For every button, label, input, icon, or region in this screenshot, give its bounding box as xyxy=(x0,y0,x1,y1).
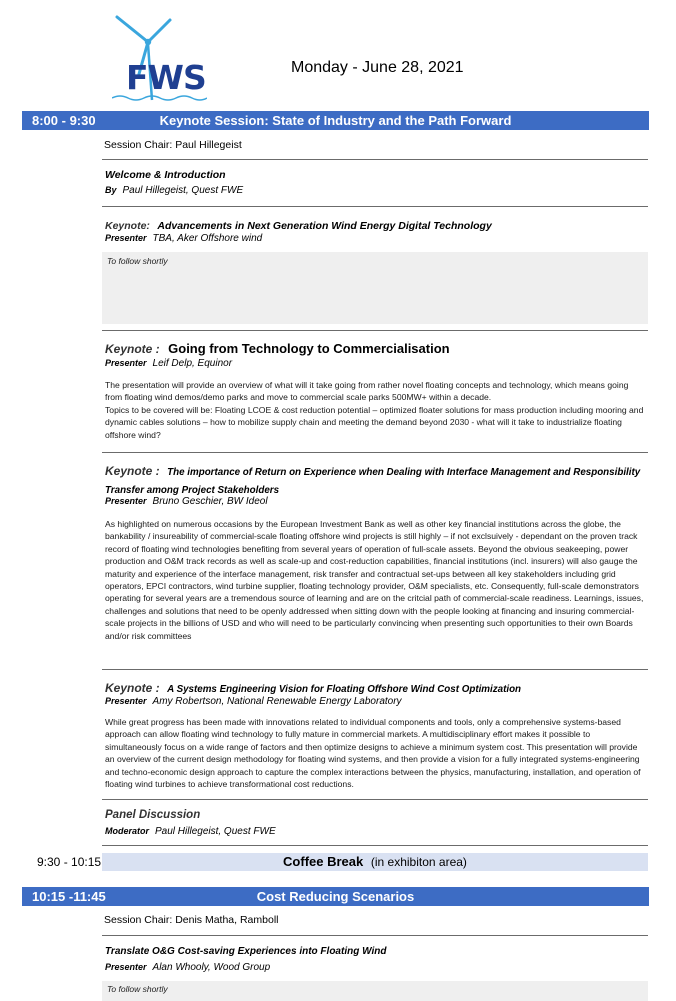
keynote3-abstract: As highlighted on numerous occasions by the European Investment Bank as well as other key financial institutions across the globe, the bankability / insureability of commercial-scale floating offshore wind projects is still highly – if not exclsuively - dependant on the proven track record of floating wind technologies benefiting from several years of operation of full-scale assets. Beyond the obvious seakeeping, power production and O&M track records as well as scale-up and cost-reduction capabilities, financial institutions (incl. insurers) will also gauge the maturity and experience of the interface management, risk transfer and contractual set-ups between all key stakeholders including grid operators, EPCI contractors, wind turbine supplier, floating technology provider, O&M specialists, etc. Consequently, full-scale demonstrators operating for several years are a tremendous source of learning and are on the critcial path of commercial-scale readiness. Learnings, issues, challenges and solutions that need to be openly addressed when sitting down with the people looking at financing and insuring commercial-scale projects in the billions of USD and who will need to be particularly convincing when presenting such opportunities to their own Boards and/or risk committees xyxy=(105,519,644,641)
session-band-keynote xyxy=(22,111,649,130)
panel-moderator xyxy=(105,826,276,837)
session-time: 8:00 - 9:30 xyxy=(32,113,96,128)
presenter-label: Presenter xyxy=(105,496,147,506)
by-name: Paul Hillegeist, Quest FWE xyxy=(122,185,244,196)
keynote3-presenter xyxy=(105,496,268,507)
abstract-box xyxy=(102,252,648,324)
moderator-name: Paul Hillegeist, Quest FWE xyxy=(155,826,276,837)
coffee-title: Coffee Break xyxy=(283,854,364,869)
panel-title: Panel Discussion xyxy=(105,809,201,821)
logo-text: FWS xyxy=(126,58,206,97)
session-band-cost xyxy=(22,887,649,906)
coffee-time: 9:30 - 10:15 xyxy=(37,855,102,869)
presenter-label: Presenter xyxy=(105,962,147,972)
divider xyxy=(102,159,648,160)
session-time: 10:15 -11:45 xyxy=(32,889,106,904)
presenter-name: Amy Robertson, National Renewable Energy Laboratory xyxy=(152,696,402,707)
presenter-label: Presenter xyxy=(105,358,147,368)
divider xyxy=(102,935,648,936)
keynote-label: Keynote : xyxy=(105,681,160,695)
keynote-label: Keynote: xyxy=(105,220,150,232)
presenter-name: TBA, Aker Offshore wind xyxy=(152,233,263,244)
welcome-title: Welcome & Introduction xyxy=(105,169,226,181)
presenter-label: Presenter xyxy=(105,233,147,243)
keynote1-presenter xyxy=(105,233,262,244)
moderator-label: Moderator xyxy=(105,826,150,836)
coffee-band xyxy=(102,853,648,871)
by-label: By xyxy=(105,185,117,195)
abstract-note: To follow shortly xyxy=(107,984,168,994)
keynote-label: Keynote : xyxy=(105,464,160,478)
divider xyxy=(102,669,648,670)
keynote4-title: A Systems Engineering Vision for Floating Offshore Wind Cost Optimization xyxy=(167,684,522,695)
session-title: Cost Reducing Scenarios xyxy=(256,889,415,904)
abstract-paragraph: The presentation will provide an overview of what will it take going from rather novel floating concepts and technology, which means going from floating wind demos/demo parks and move to commercial scale parks 500MW+ within a decade. xyxy=(105,380,629,403)
keynote1-title: Advancements in Next Generation Wind Energy Digital Technology xyxy=(157,220,492,232)
divider xyxy=(102,206,648,207)
keynote3-title: The importance of Return on Experience when Dealing with Interface Management and Responsibility Transfer among Project Stakeholders xyxy=(105,467,641,496)
presenter-name: Leif Delp, Equinor xyxy=(152,358,233,369)
keynote2-presenter xyxy=(105,358,232,369)
coffee-note: (in exhibiton area) xyxy=(370,855,467,869)
divider xyxy=(102,845,648,846)
keynote-label: Keynote : xyxy=(105,342,160,356)
presenter-label: Presenter xyxy=(105,696,147,706)
keynote2-title: Going from Technology to Commercialisation xyxy=(168,341,450,356)
fws-logo xyxy=(112,14,207,102)
keynote1-heading xyxy=(105,216,492,234)
divider xyxy=(102,799,648,800)
divider xyxy=(102,330,648,331)
divider xyxy=(102,452,648,453)
keynote4-presenter xyxy=(105,696,402,707)
session-chair: Session Chair: Paul Hillegeist xyxy=(104,139,242,151)
abstract-paragraph: Topics to be covered will be: Floating LCOE & cost reduction potential – optimized floater solutions for mass production including mooring and dynamic cables solutions – how to mobilize supply chain and meeting the demand beyond 2030 - what will it take to industrialize floating offshore wind? xyxy=(105,404,644,440)
session-chair: Session Chair: Denis Matha, Ramboll xyxy=(104,914,279,926)
keynote2-abstract xyxy=(105,379,647,441)
translate-title: Translate O&G Cost-saving Experiences into Floating Wind xyxy=(105,946,387,957)
presenter-name: Bruno Geschier, BW Ideol xyxy=(152,496,268,507)
abstract-note: To follow shortly xyxy=(107,256,168,266)
welcome-byline xyxy=(105,185,243,196)
keynote4-heading xyxy=(105,679,521,697)
keynote2-heading xyxy=(105,340,450,358)
translate-presenter xyxy=(105,962,270,973)
keynote4-abstract: While great progress has been made with innovations related to individual components and tools, only a comprehensive systems-based approach can allow floating wind technology to fully mature in commercial markets. A multidisciplinary effort makes it possible to simultaneously focus on a wide range of factors and then optimize designs to achieve a minimum system cost. This presentation will provide an overview of the current design methodology for floating wind systems, and then provide a vision for a fully integrated systems-engineering and techno-economic design approach to capture the complex interactions between the physics, manufacturing, installation, and operation of floating wind turbines to achieve transformational cost reductions. xyxy=(105,717,641,790)
keynote3-heading xyxy=(105,463,650,499)
presenter-name: Alan Whooly, Wood Group xyxy=(152,962,271,973)
abstract-box xyxy=(102,981,648,1001)
session-title: Keynote Session: State of Industry and the Path Forward xyxy=(159,113,512,128)
event-date: Monday - June 28, 2021 xyxy=(291,59,464,76)
